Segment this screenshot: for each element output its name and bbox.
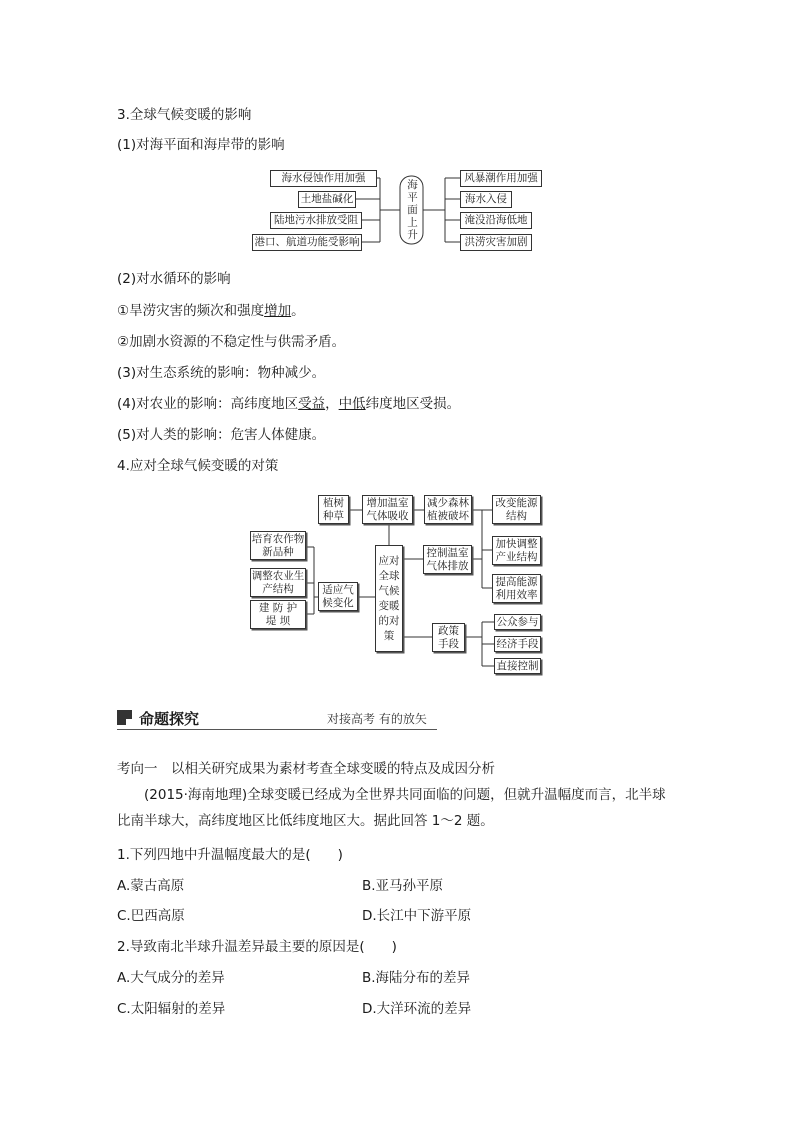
diagram1-left-box-2: 土地盐碱化 xyxy=(298,191,356,208)
diagram1-right-box-1: 风暴潮作用加强 xyxy=(460,170,542,187)
diagram1-right-box-4: 洪涝灾害加剧 xyxy=(460,234,532,251)
question-2: 2.导致南北半球升温差异最主要的原因是( ) xyxy=(117,939,397,955)
countermeasure-center-box: 应对全球气候变暖的对策 xyxy=(375,545,403,652)
diagram1-right-box-3: 淹没沿海低地 xyxy=(460,212,532,229)
q1-option-d: D.长江中下游平原 xyxy=(362,908,472,924)
adjust-agriculture-box: 调整农业生产结构 xyxy=(250,568,306,597)
section-title: 命题探究 xyxy=(139,710,200,728)
q1-option-a: A.蒙古高原 xyxy=(117,878,185,894)
new-crop-varieties-box: 培育农作物新品种 xyxy=(250,531,306,560)
increase-absorption-box: 增加温室气体吸收 xyxy=(362,495,413,524)
policy-means-box: 政策手段 xyxy=(432,623,465,652)
q1-option-b: B.亚马孙平原 xyxy=(362,878,444,894)
public-participation-box: 公众参与 xyxy=(494,614,541,630)
q2-option-b: B.海陆分布的差异 xyxy=(362,970,471,986)
control-emission-box: 控制温室气体排放 xyxy=(423,545,472,574)
q2-option-d: D.大洋环流的差异 xyxy=(362,1001,472,1017)
diagram1-right-box-2: 海水入侵 xyxy=(460,191,512,208)
subsection-4-title: (4)对农业的影响：高纬度地区受益，中低纬度地区受损。 xyxy=(117,396,461,412)
subsection-1-title: (1)对海平面和海岸带的影响 xyxy=(117,137,285,153)
q2-option-c: C.太阳辐射的差异 xyxy=(117,1001,226,1017)
subsection-5-title: (5)对人类的影响：危害人体健康。 xyxy=(117,427,326,443)
water-cycle-item-2: ②加剧水资源的不稳定性与供需矛盾。 xyxy=(117,334,346,350)
reduce-deforestation-box: 减少森林植被破坏 xyxy=(424,495,472,524)
section-3-title: 3.全球气候变暖的影响 xyxy=(117,107,252,123)
economic-means-box: 经济手段 xyxy=(494,636,541,652)
water-cycle-item-1: ①旱涝灾害的频次和强度增加。 xyxy=(117,303,305,319)
subsection-2-title: (2)对水循环的影响 xyxy=(117,271,231,287)
section-rule xyxy=(117,729,437,730)
change-energy-structure-box: 改变能源结构 xyxy=(492,495,541,524)
plant-trees-box: 植树种草 xyxy=(318,495,349,524)
question-1: 1.下列四地中升温幅度最大的是( ) xyxy=(117,847,343,863)
kaoxiang-heading: 考向一 以相关研究成果为素材考查全球变暖的特点及成因分析 xyxy=(117,761,495,777)
build-embankment-box: 建 防 护 堤 坝 xyxy=(250,600,306,629)
q1-option-c: C.巴西高原 xyxy=(117,908,185,924)
section-4-title: 4.应对全球气候变暖的对策 xyxy=(117,458,279,474)
section-header xyxy=(117,706,437,732)
adjust-industry-structure-box: 加快调整产业结构 xyxy=(492,536,541,565)
sea-level-rise-center: 海平面上升 xyxy=(406,178,418,242)
adapt-climate-box: 适应气候变化 xyxy=(318,582,358,611)
subsection-3-title: (3)对生态系统的影响：物种减少。 xyxy=(117,365,326,381)
question-stem: (2015·海南地理)全球变暖已经成为全世界共同面临的问题，但就升温幅度而言，北半球比南半球大，高纬度地区比低纬度地区大。据此回答 1～2 题。 xyxy=(117,787,666,829)
section-subtitle: 对接高考 有的放矢 xyxy=(327,712,427,726)
direct-control-box: 直接控制 xyxy=(494,658,541,674)
diagram1-left-box-3: 陆地污水排放受阻 xyxy=(270,212,362,229)
diagram1-left-box-1: 海水侵蚀作用加强 xyxy=(270,170,377,187)
q2-option-a: A.大气成分的差异 xyxy=(117,970,225,986)
energy-efficiency-box: 提高能源利用效率 xyxy=(492,574,541,603)
diagram1-left-box-4: 港口、航道功能受影响 xyxy=(252,234,362,251)
section-square-icon xyxy=(117,710,132,725)
